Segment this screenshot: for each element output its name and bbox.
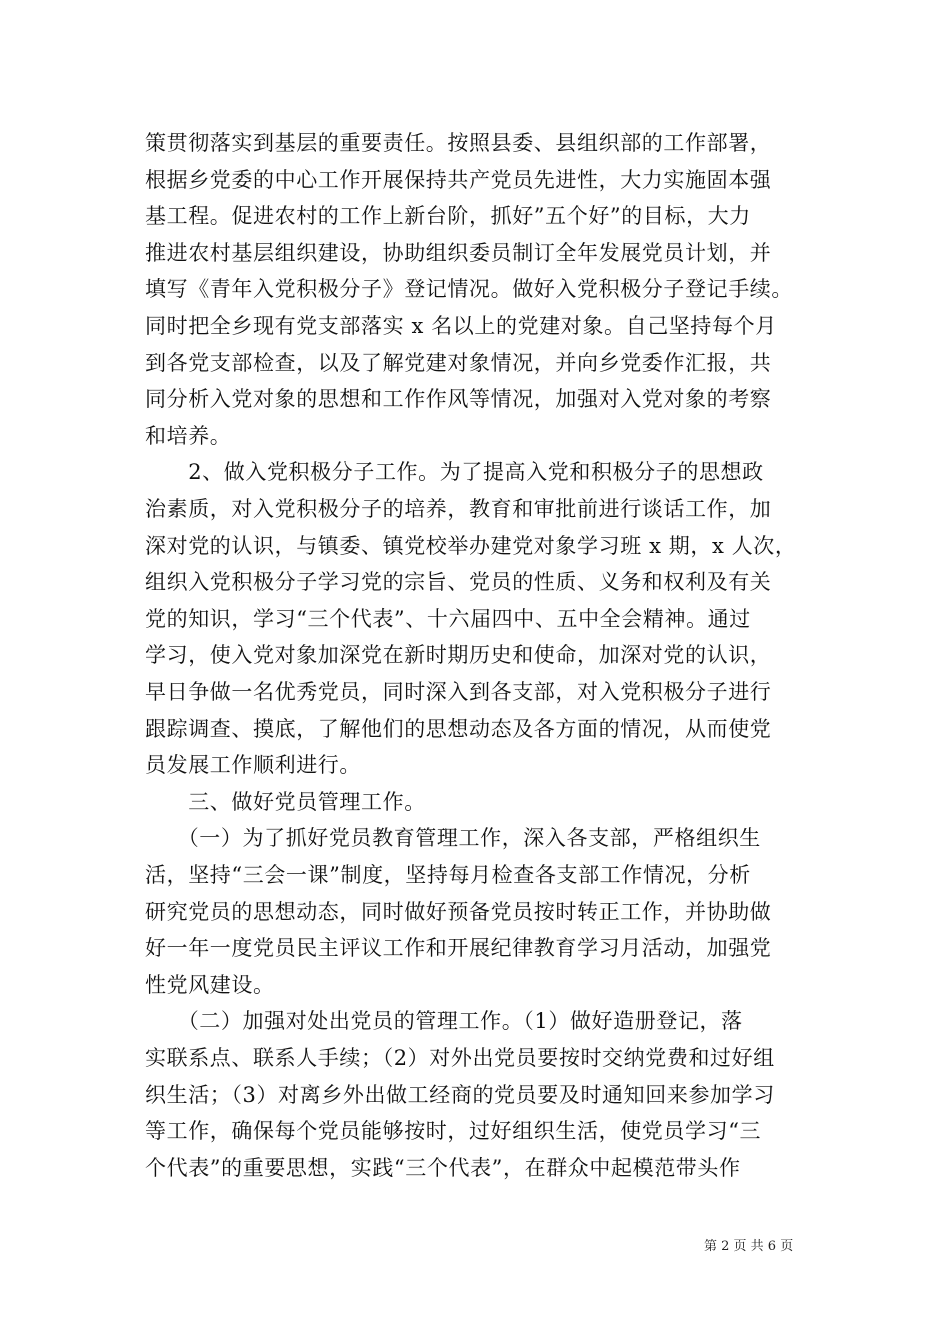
text-line: 到各党支部检查，以及了解党建对象情况，并向乡党委作汇报，共 [145,350,772,375]
text-line: 活，坚持“三会一课”制度，坚持每月检查各支部工作情况，分析 [145,863,751,887]
text-line: 个代表”的重要思想，实践“三个代表”，在群众中起模范带头作 [145,1155,741,1180]
text-line: 好一年一度党员民主评议工作和开展纪律教育学习月活动，加强党 [145,936,772,961]
text-line: 学习，使入党对象加深党在新时期历史和使命，加深对党的认识， [145,643,772,668]
text-line: 2、做入党积极分子工作。为了提高入党和积极分子的思想政 [145,460,764,485]
text-line: 组织入党积极分子学习党的宗旨、党员的性质、义务和权利及有关 [145,570,772,595]
text-line: 等工作，确保每个党员能够按时，过好组织生活，使党员学习“三 [145,1119,762,1144]
text-line: 深对党的认识，与镇委、镇党校举办建党对象学习班 x 期，x 人次， [145,533,797,558]
text-line: 基工程。促进农村的工作上新台阶，抓好”五个好”的目标，大力 [145,204,751,229]
text-line: （二）加强对处出党员的管理工作。（1）做好造册登记，落 [145,1009,743,1034]
text-line: 策贯彻落实到基层的重要责任。按照县委、县组织部的工作部署， [145,131,772,155]
text-line: 根据乡党委的中心工作开展保持共产党员先进性，大力实施固本强 [145,167,772,192]
text-line: 实联系点、联系人手续；（2）对外出党员要按时交纳党费和过好组 [145,1046,775,1070]
text-line: 治素质，对入党积极分子的培养，教育和审批前进行谈话工作，加 [145,497,772,521]
text-line: 同分析入党对象的思想和工作作风等情况，加强对入党对象的考察 [145,387,772,412]
text-line: （一）为了抓好党员教育管理工作，深入各支部，严格组织生 [145,826,761,851]
text-line: 同时把全乡现有党支部落实 x 名以上的党建对象。自己坚持每个月 [145,314,777,338]
text-line: 和培养。 [145,423,232,448]
text-line: 党的知识，学习“三个代表”、十六届四中、五中全会精神。通过 [145,606,751,631]
text-line: 三、做好党员管理工作。 [145,789,426,814]
text-line: 性党风建设。 [145,972,275,997]
text-line: 早日争做一名优秀党员，同时深入到各支部，对入党积极分子进行 [145,680,772,704]
text-line: 填写《青年入党积极分子》登记情况。做好入党积极分子登记手续。 [145,277,793,302]
text-line: 跟踪调查、摸底，了解他们的思想动态及各方面的情况，从而使党 [145,716,772,741]
page-number-footer: 第 2 页 共 6 页 [704,1239,794,1254]
text-line: 织生活；（3）对离乡外出做工经商的党员要及时通知回来参加学习 [145,1082,775,1107]
text-line: 推进农村基层组织建设，协助组织委员制订全年发展党员计划，并 [145,240,772,265]
text-line: 员发展工作顺利进行。 [145,753,361,778]
text-line: 研究党员的思想动态，同时做好预备党员按时转正工作，并协助做 [145,899,772,924]
